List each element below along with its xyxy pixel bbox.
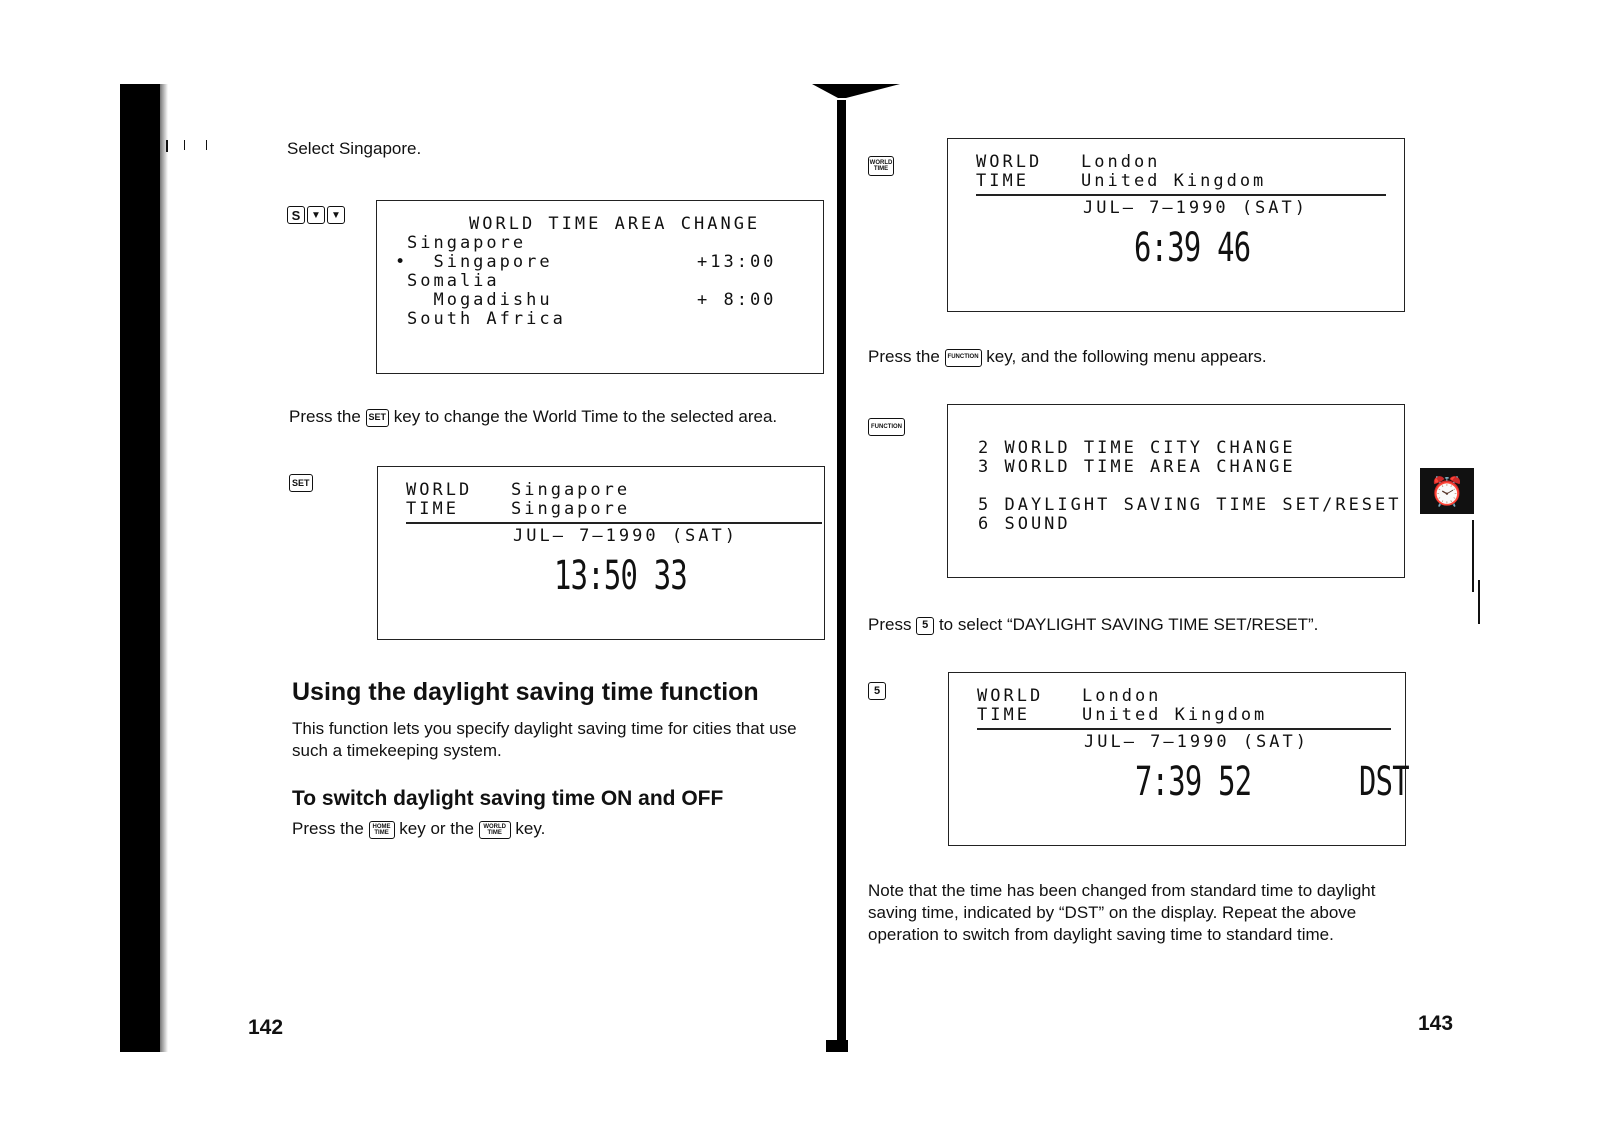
area-change-display [376,200,824,374]
country-name: United Kingdom [1081,171,1267,191]
intro-text: Select Singapore. [287,139,422,158]
s-key: S [287,206,305,224]
country-name: United Kingdom [1082,705,1268,725]
five-key: 5 [868,682,886,700]
home-time-key: HOME TIME [369,821,395,839]
singapore-time-display [377,466,825,640]
selection-marker: • [395,252,409,272]
edge-mark [1472,520,1474,592]
left-binding-edge [120,84,160,1052]
section-text: This function lets you specify daylight saving time for cities that use such a timekeeping system. [292,719,797,760]
city-name: London [1082,686,1162,706]
set-key: SET [289,474,313,492]
page-number: 143 [1418,1012,1454,1035]
instruction-text: Press [868,615,912,634]
page-number: 142 [248,1016,284,1039]
time-readout: 7:39 52 [1135,759,1252,805]
edge-mark [166,140,168,152]
function-menu-display [947,404,1405,578]
city-name: London [1081,152,1161,172]
offset-value: +13:00 [697,252,777,272]
function-key: FUNCTION [945,349,982,367]
list-item: Singapore [407,252,553,272]
offset-value: + 8:00 [697,290,777,310]
london-time-display [947,138,1405,312]
edge-mark [206,140,207,150]
spine-bottom [826,1040,848,1052]
press-5-instruction [868,614,1318,636]
list-item: Singapore [407,233,527,253]
world-time-key: WORLD TIME [479,821,511,839]
display-divider [976,194,1386,196]
date-readout: JUL– 7–1990 (SAT) [513,526,738,546]
time-readout: 13:50 33 [554,553,687,599]
display-title: WORLD TIME AREA CHANGE [469,214,761,234]
display-label: WORLD [977,686,1044,706]
edge-mark [184,140,185,150]
note-text: Note that the time has been changed from standard time to daylight saving time, indicated by “DST” on the display. Repeat the above operation to switch from daylight saving time to standard time. [868,881,1376,944]
five-key-step [868,682,886,700]
city-name: Singapore [511,480,631,500]
world-time-key-step [868,156,894,176]
instruction-text: key. [515,819,546,838]
time-readout: 6:39 46 [1134,225,1251,271]
down-key: ▼ [327,206,345,224]
set-key-step [289,474,313,492]
set-key: SET [366,409,390,427]
function-key-step [868,418,905,436]
section-heading: Using the daylight saving time function [292,678,759,706]
dst-time-display [948,672,1409,846]
date-readout: JUL– 7–1990 (SAT) [1084,732,1309,752]
down-key: ▼ [307,206,325,224]
spine-top-wedge [812,84,900,98]
list-item: South Africa [407,309,566,329]
country-name: Singapore [511,499,631,519]
instruction-text: Press the [868,347,940,366]
press-function-instruction [868,346,1267,368]
display-divider [406,522,822,524]
menu-item: 3 WORLD TIME AREA CHANGE [978,457,1296,477]
dst-indicator: DST [1359,759,1409,805]
list-item: Mogadishu [407,290,553,310]
display-label: WORLD [406,480,473,500]
display-label: TIME [976,171,1029,191]
instruction-text: Press the [292,819,364,838]
menu-item: 2 WORLD TIME CITY CHANGE [978,438,1296,458]
instruction-text: key to change the World Time to the selected area. [393,407,778,426]
subheading: To switch daylight saving time ON and OFF [292,787,724,810]
instruction-text: to select “DAYLIGHT SAVING TIME SET/RESET”. [938,615,1319,634]
function-key: FUNCTION [868,418,905,436]
display-label: TIME [977,705,1030,725]
menu-item: 5 DAYLIGHT SAVING TIME SET/RESET [978,495,1402,515]
display-label: WORLD [976,152,1043,172]
five-key: 5 [916,617,934,635]
instruction-text: key, and the following menu appears. [986,347,1267,366]
world-time-key: WORLD TIME [868,156,894,176]
display-divider [977,728,1391,730]
edge-mark [1478,580,1480,624]
menu-item: 6 SOUND [978,514,1071,534]
book-spine [837,100,846,1052]
press-set-instruction [289,406,777,428]
key-sequence-select [287,206,345,224]
clock-section-tab-icon: ⏰ [1420,468,1474,514]
sub-instruction [292,818,545,840]
display-label: TIME [406,499,459,519]
instruction-text: key or the [399,819,474,838]
date-readout: JUL– 7–1990 (SAT) [1083,198,1308,218]
left-binding-shadow [160,84,168,1052]
instruction-text: Press the [289,407,361,426]
list-item: Somalia [407,271,500,291]
